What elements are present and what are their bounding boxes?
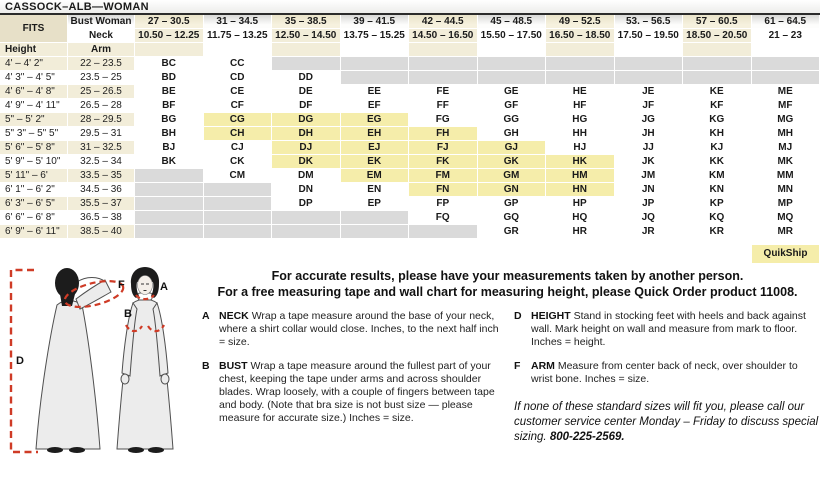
notes-column — [195, 265, 820, 465]
height-range: 4' 6" – 4' 8" — [0, 85, 68, 99]
neck-range-header: 18.50 – 20.50 — [683, 29, 752, 43]
size-cell: GE — [478, 85, 547, 99]
neck-range-header: 14.50 – 16.50 — [409, 29, 478, 43]
size-cell: CJ — [204, 141, 273, 155]
size-cell: DJ — [272, 141, 341, 155]
size-cell: GQ — [478, 211, 547, 225]
bust-range-header: 39 – 41.5 — [341, 15, 410, 29]
instruction-letter: F — [514, 360, 521, 372]
instruction-letter: B — [202, 360, 210, 372]
arm-range: 36.5 – 38 — [68, 211, 135, 225]
instruction-column-right — [514, 310, 820, 445]
bust-range-header: 45 – 48.5 — [478, 15, 547, 29]
instruction-bust — [202, 360, 505, 425]
size-cell: KH — [683, 127, 752, 141]
height-range: 4' 9" – 4' 11" — [0, 99, 68, 113]
size-cell-unavailable — [135, 169, 204, 183]
size-cell: JE — [615, 85, 684, 99]
size-table-row — [0, 99, 820, 113]
size-cell: DN — [272, 183, 341, 197]
size-cell: BJ — [135, 141, 204, 155]
size-cell: CK — [204, 155, 273, 169]
size-cell: ME — [752, 85, 820, 99]
neck-range-header: 17.50 – 19.50 — [615, 29, 684, 43]
size-cell: FP — [409, 197, 478, 211]
size-cell-unavailable — [135, 183, 204, 197]
special-sizing-text: If none of these standard sizes will fit you, please call our customer service center Monday – Friday to discuss special sizing. — [514, 401, 819, 443]
size-cell: KP — [683, 197, 752, 211]
size-cell: GG — [478, 113, 547, 127]
instruction-neck — [202, 310, 505, 349]
arm-range: 26.5 – 28 — [68, 99, 135, 113]
size-cell: CD — [204, 71, 273, 85]
phone-number: 800-225-2569. — [549, 431, 625, 443]
size-cell: JN — [615, 183, 684, 197]
height-range: 4' – 4' 2" — [0, 57, 68, 71]
size-cell-unavailable — [752, 57, 820, 71]
diagram-label-height: D — [16, 355, 24, 367]
size-cell: KF — [683, 99, 752, 113]
bust-range-header: 57 – 60.5 — [683, 15, 752, 29]
neck-range-header: 13.75 – 15.25 — [341, 29, 410, 43]
size-cell: JJ — [615, 141, 684, 155]
intro-line-1: For accurate results, please have your measurements taken by another person. — [271, 269, 744, 283]
bust-range-header: 27 – 30.5 — [135, 15, 204, 29]
arm-range: 28 – 29.5 — [68, 113, 135, 127]
size-cell: CE — [204, 85, 273, 99]
size-cell: EH — [341, 127, 410, 141]
arm-range: 38.5 – 40 — [68, 225, 135, 239]
instruction-term: HEIGHT — [531, 310, 571, 322]
size-cell: GH — [478, 127, 547, 141]
size-cell: JM — [615, 169, 684, 183]
header-spacer-cell — [409, 43, 478, 57]
size-cell: FE — [409, 85, 478, 99]
size-cell: JG — [615, 113, 684, 127]
height-range: 5" – 5' 2" — [0, 113, 68, 127]
size-cell: GP — [478, 197, 547, 211]
size-cell-unavailable — [204, 211, 273, 225]
size-cell: HQ — [546, 211, 615, 225]
size-cell: KK — [683, 155, 752, 169]
size-cell: MH — [752, 127, 820, 141]
size-diagram-svg — [0, 265, 195, 465]
size-table-row — [0, 113, 820, 127]
size-cell: MF — [752, 99, 820, 113]
size-cell: MP — [752, 197, 820, 211]
diagram-label-arm: F — [118, 279, 125, 291]
size-cell-unavailable — [409, 225, 478, 239]
instruction-column-left — [202, 310, 505, 445]
height-range: 6' 6" – 6' 8" — [0, 211, 68, 225]
figure-front-view — [117, 267, 173, 453]
arm-range: 35.5 – 37 — [68, 197, 135, 211]
size-cell: KG — [683, 113, 752, 127]
header-spacer-cell — [615, 43, 684, 57]
size-cell-unavailable — [272, 57, 341, 71]
size-cell-unavailable — [341, 225, 410, 239]
size-cell: DH — [272, 127, 341, 141]
size-cell: HJ — [546, 141, 615, 155]
size-cell: JP — [615, 197, 684, 211]
size-cell-unavailable — [341, 71, 410, 85]
size-cell-unavailable — [546, 57, 615, 71]
size-cell: KN — [683, 183, 752, 197]
size-cell: BH — [135, 127, 204, 141]
size-cell: EK — [341, 155, 410, 169]
size-cell: FG — [409, 113, 478, 127]
size-cell: GK — [478, 155, 547, 169]
size-cell-unavailable — [204, 197, 273, 211]
size-cell: KQ — [683, 211, 752, 225]
size-cell: KJ — [683, 141, 752, 155]
height-range: 6' 1" – 6' 2" — [0, 183, 68, 197]
size-cell: CC — [204, 57, 273, 71]
size-cell: MK — [752, 155, 820, 169]
header-spacer-cell — [272, 43, 341, 57]
size-cell-unavailable — [341, 211, 410, 225]
size-cell: BD — [135, 71, 204, 85]
height-range: 5' 9" – 5' 10" — [0, 155, 68, 169]
size-cell: CF — [204, 99, 273, 113]
size-cell: HG — [546, 113, 615, 127]
diagram-label-bust: B — [124, 308, 132, 320]
size-table-row — [0, 197, 820, 211]
arm-range: 34.5 – 36 — [68, 183, 135, 197]
size-cell: HP — [546, 197, 615, 211]
diagram-label-neck: A — [160, 281, 168, 293]
size-table-row — [0, 155, 820, 169]
bust-range-header: 49 – 52.5 — [546, 15, 615, 29]
size-cell: FK — [409, 155, 478, 169]
size-table-row — [0, 183, 820, 197]
instruction-text: Wrap a tape measure around the fullest part of your chest, keeping the tape under arms and across shoulder blades. Wrap loosely, with a couple of fingers between tape and body. (Note that bra size is not bust size — please measure for accurate size.) Inches = size. — [219, 360, 495, 424]
header-spacer-cell — [546, 43, 615, 57]
size-table-row — [0, 57, 820, 71]
size-table-row — [0, 211, 820, 225]
size-cell: MJ — [752, 141, 820, 155]
size-cell-unavailable — [615, 71, 684, 85]
size-cell: EE — [341, 85, 410, 99]
arm-range: 31 – 32.5 — [68, 141, 135, 155]
height-column-header: Height — [0, 43, 68, 57]
height-range: 5' 6" – 5' 8" — [0, 141, 68, 155]
size-cell: DK — [272, 155, 341, 169]
instruction-letter: D — [514, 310, 522, 322]
size-cell: BG — [135, 113, 204, 127]
size-cell-unavailable — [341, 57, 410, 71]
size-cell-unavailable — [409, 71, 478, 85]
bust-range-header: 53. – 56.5 — [615, 15, 684, 29]
size-cell: FF — [409, 99, 478, 113]
size-cell: HH — [546, 127, 615, 141]
size-cell: GF — [478, 99, 547, 113]
size-cell: GN — [478, 183, 547, 197]
intro-line-2: For a free measuring tape and wall chart for measuring height, please Quick Order product 11008. — [217, 285, 798, 299]
size-cell: JH — [615, 127, 684, 141]
size-cell-unavailable — [752, 71, 820, 85]
neck-range-header: 10.50 – 12.25 — [135, 29, 204, 43]
special-sizing-note — [514, 400, 820, 445]
neck-row-header: Neck — [68, 29, 135, 43]
bust-range-header: 61 – 64.5 — [752, 15, 820, 29]
size-cell: DP — [272, 197, 341, 211]
arm-column-header: Arm — [68, 43, 135, 57]
size-cell: KE — [683, 85, 752, 99]
size-cell: EG — [341, 113, 410, 127]
size-table-row — [0, 225, 820, 239]
size-cell: JQ — [615, 211, 684, 225]
header-spacer-cell — [752, 43, 820, 57]
size-table-body — [0, 15, 820, 239]
size-cell-unavailable — [135, 211, 204, 225]
size-cell: MM — [752, 169, 820, 183]
measuring-intro — [195, 268, 820, 300]
size-cell: MN — [752, 183, 820, 197]
size-cell: DE — [272, 85, 341, 99]
size-cell: FN — [409, 183, 478, 197]
size-cell-unavailable — [615, 57, 684, 71]
size-cell-unavailable — [478, 57, 547, 71]
size-cell: BC — [135, 57, 204, 71]
bust-range-header: 31 – 34.5 — [204, 15, 273, 29]
size-cell: FJ — [409, 141, 478, 155]
size-table-row — [0, 71, 820, 85]
height-range: 5' 11" – 6' — [0, 169, 68, 183]
instruction-letter: A — [202, 310, 210, 322]
size-cell: HE — [546, 85, 615, 99]
size-cell: KM — [683, 169, 752, 183]
arm-range: 29.5 – 31 — [68, 127, 135, 141]
size-cell-unavailable — [204, 183, 273, 197]
header-spacer-cell — [683, 43, 752, 57]
bust-row-header: Bust Woman — [68, 15, 135, 29]
instruction-term: NECK — [219, 310, 249, 322]
size-cell: BE — [135, 85, 204, 99]
header-spacer-cell — [341, 43, 410, 57]
size-cell: CG — [204, 113, 273, 127]
size-cell: DF — [272, 99, 341, 113]
measurement-diagram — [0, 265, 195, 465]
instruction-text: Stand in stocking feet with heels and back against wall. Mark height on wall and measure from mark to floor. Inches = height. — [531, 310, 806, 348]
quikship-legend: QuikShip — [752, 245, 819, 263]
arm-range: 33.5 – 35 — [68, 169, 135, 183]
size-cell-unavailable — [683, 57, 752, 71]
instruction-term: ARM — [531, 360, 555, 372]
size-cell-unavailable — [478, 71, 547, 85]
size-cell: DD — [272, 71, 341, 85]
size-cell: HM — [546, 169, 615, 183]
size-table — [0, 15, 820, 239]
size-cell: HF — [546, 99, 615, 113]
size-cell: GR — [478, 225, 547, 239]
size-table-row — [0, 85, 820, 99]
size-cell: CM — [204, 169, 273, 183]
size-cell: MQ — [752, 211, 820, 225]
size-cell: KR — [683, 225, 752, 239]
size-cell: CH — [204, 127, 273, 141]
height-range: 5" 3" – 5" 5" — [0, 127, 68, 141]
instruction-arm — [514, 360, 820, 386]
page-title: CASSOCK–ALB—WOMAN — [5, 1, 149, 13]
size-cell: DM — [272, 169, 341, 183]
size-table-row — [0, 141, 820, 155]
neck-range-header: 11.75 – 13.25 — [204, 29, 273, 43]
size-cell: JK — [615, 155, 684, 169]
size-cell: GM — [478, 169, 547, 183]
size-cell: EF — [341, 99, 410, 113]
quikship-row — [0, 245, 820, 263]
size-cell-unavailable — [204, 225, 273, 239]
fits-header: FITS — [0, 15, 68, 43]
figure-back-view — [36, 268, 111, 453]
height-range: 6' 3" – 6' 5" — [0, 197, 68, 211]
instruction-term: BUST — [219, 360, 248, 372]
size-cell: HK — [546, 155, 615, 169]
size-cell: FM — [409, 169, 478, 183]
size-cell-unavailable — [135, 225, 204, 239]
bottom-section — [0, 265, 820, 465]
instruction-height — [514, 310, 820, 349]
size-cell: FH — [409, 127, 478, 141]
size-cell: JR — [615, 225, 684, 239]
size-cell: GJ — [478, 141, 547, 155]
size-cell: HN — [546, 183, 615, 197]
neck-range-header: 16.50 – 18.50 — [546, 29, 615, 43]
size-cell: EP — [341, 197, 410, 211]
arm-range: 22 – 23.5 — [68, 57, 135, 71]
size-cell: EN — [341, 183, 410, 197]
size-cell: HR — [546, 225, 615, 239]
size-cell-unavailable — [409, 57, 478, 71]
title-bar — [0, 0, 820, 15]
size-cell: DG — [272, 113, 341, 127]
size-cell: BK — [135, 155, 204, 169]
size-cell: EJ — [341, 141, 410, 155]
neck-range-header: 15.50 – 17.50 — [478, 29, 547, 43]
header-spacer-cell — [135, 43, 204, 57]
instruction-columns — [195, 310, 820, 445]
height-range: 4' 3" – 4' 5" — [0, 71, 68, 85]
bust-range-header: 42 – 44.5 — [409, 15, 478, 29]
size-table-row — [0, 169, 820, 183]
neck-range-header: 21 – 23 — [752, 29, 820, 43]
size-cell: EM — [341, 169, 410, 183]
neck-range-header: 12.50 – 14.50 — [272, 29, 341, 43]
bust-range-header: 35 – 38.5 — [272, 15, 341, 29]
size-cell: BF — [135, 99, 204, 113]
size-table-row — [0, 127, 820, 141]
instruction-text: Wrap a tape measure around the base of your neck, where a shirt collar would close. Inches, to the next half inch = size. — [219, 310, 499, 348]
size-cell-unavailable — [683, 71, 752, 85]
size-cell: FQ — [409, 211, 478, 225]
header-spacer-cell — [204, 43, 273, 57]
size-cell-unavailable — [272, 211, 341, 225]
arm-range: 25 – 26.5 — [68, 85, 135, 99]
arm-range: 32.5 – 34 — [68, 155, 135, 169]
height-range: 6' 9" – 6' 11" — [0, 225, 68, 239]
size-cell: MG — [752, 113, 820, 127]
size-cell-unavailable — [135, 197, 204, 211]
header-spacer-cell — [478, 43, 547, 57]
instruction-text: Measure from center back of neck, over shoulder to wrist bone. Inches = size. — [531, 360, 798, 385]
size-cell: MR — [752, 225, 820, 239]
size-cell: JF — [615, 99, 684, 113]
size-cell-unavailable — [546, 71, 615, 85]
size-cell-unavailable — [272, 225, 341, 239]
arm-range: 23.5 – 25 — [68, 71, 135, 85]
